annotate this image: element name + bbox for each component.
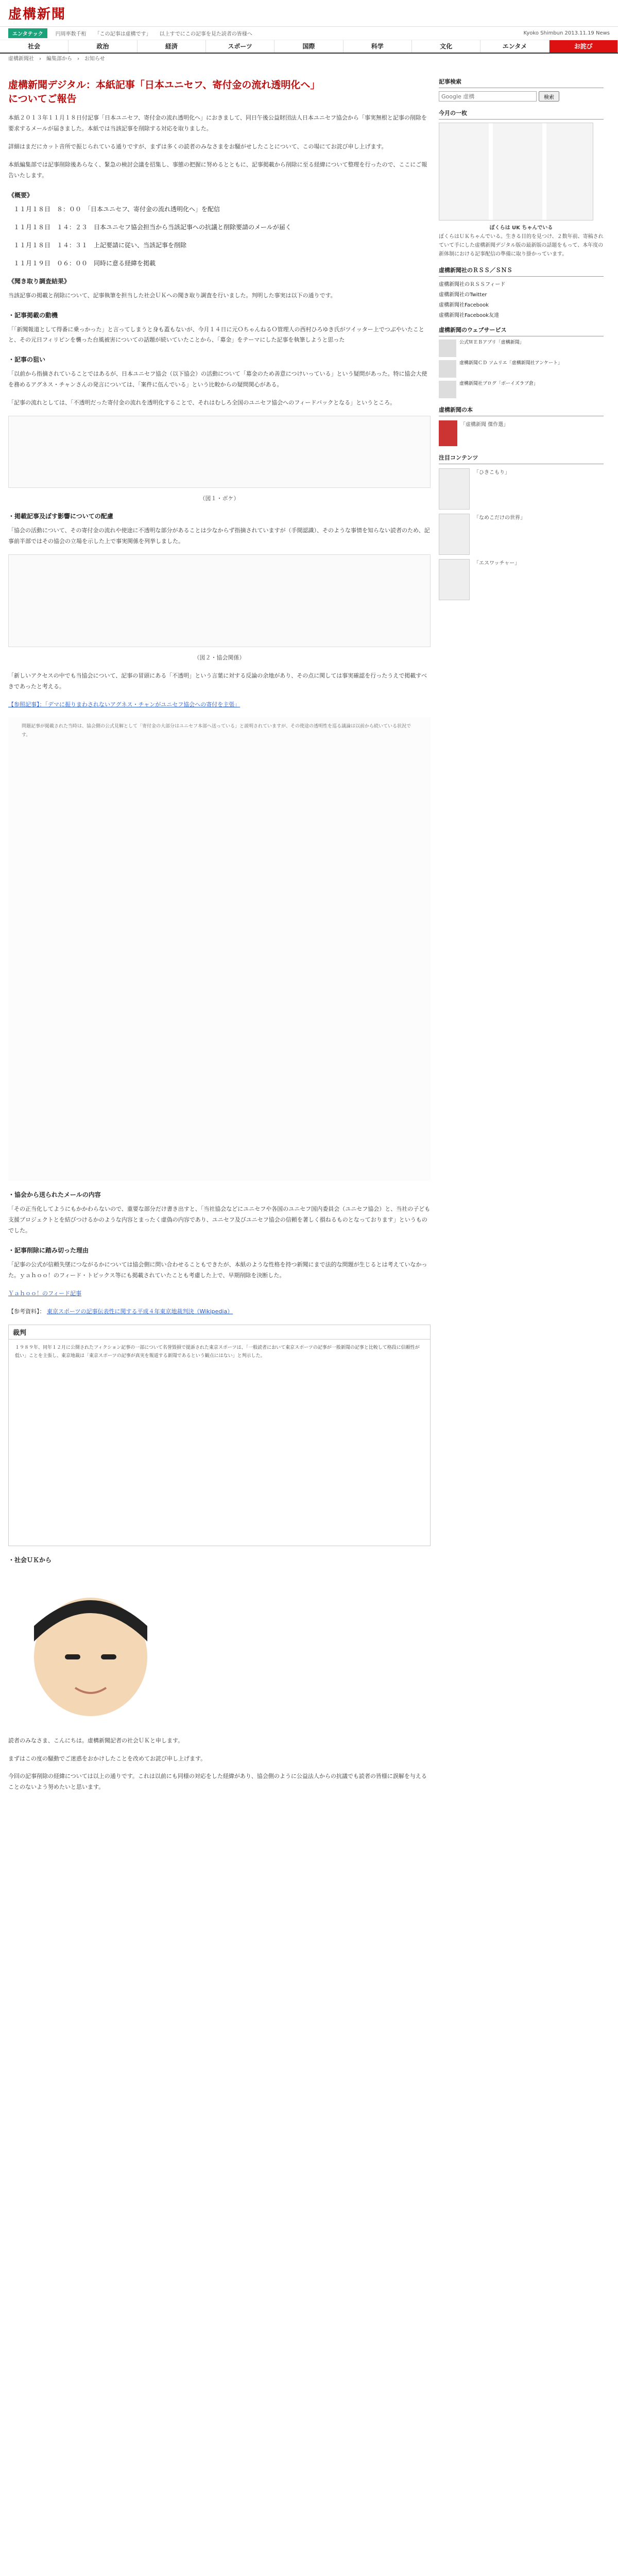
featured-image	[439, 559, 470, 600]
article-paragraph: 「記事の公式が信頼失墜につながるかについては協会側に問い合わせることもできたが、本紙のような性格を持つ新聞にまで法的な問題が生じるとは考えていなかった。ｙａｈｏｏ！のフィード・トピックス等にも掲載されていたことも考慮した上で、早期削除を決断した。	[8, 1261, 427, 1279]
nav-item-science[interactable]: 科学	[344, 40, 412, 53]
article-paragraph: 読者のみなさま、こんにちは。虚構新聞記者の社会ＵＫと申します。	[8, 1737, 184, 1744]
section-heading: ・記事掲載の動機	[8, 311, 58, 319]
sidebar-heading: 虚構新聞のウェブサービス	[439, 326, 604, 336]
sidebar	[439, 70, 604, 1800]
nav-item-international[interactable]: 国際	[274, 40, 343, 53]
manga-caption: ぼくらは UK ちゃんでいる	[489, 225, 553, 231]
nav-item-sports[interactable]: スポーツ	[206, 40, 274, 53]
book-item[interactable]	[439, 420, 604, 446]
breadcrumb	[0, 54, 618, 65]
featured-title: 「なめこだけの世界」	[474, 515, 525, 521]
service-thumb	[439, 360, 456, 378]
featured-title: 「ひきこもり」	[474, 470, 510, 476]
nav-item-politics[interactable]: 政治	[68, 40, 137, 53]
breadcrumb-item[interactable]: 編集部から	[46, 56, 72, 62]
service-card[interactable]	[439, 381, 604, 398]
extra-ref-label: 【参考資料】：	[8, 1308, 45, 1315]
featured-image	[439, 514, 470, 555]
section-heading: 《概要》	[8, 191, 33, 199]
site-logo[interactable]: 虚構新聞	[8, 7, 66, 22]
nav-item-society[interactable]: 社会	[0, 40, 68, 53]
featured-item[interactable]	[439, 514, 604, 555]
content-wrap	[0, 65, 618, 1805]
featured-title: 「エスワッチャー」	[474, 561, 520, 566]
wiki-title: 裁判	[9, 1325, 430, 1340]
yahoo-link[interactable]: Ｙａｈｏｏ！のフィード記事	[8, 1290, 82, 1297]
featured-image	[439, 468, 470, 510]
figure-2-image	[8, 554, 431, 647]
timeline-item: １１月１８日 １４：３１ 上記要請に従い、当該記事を削除	[13, 241, 187, 249]
timeline-item: １１月１８日 ８：００ 「日本ユニセフ、寄付金の流れ透明化へ」を配信	[13, 205, 220, 213]
section-heading: ・協会から送られたメールの内容	[8, 1191, 101, 1199]
manga-image[interactable]	[439, 123, 593, 221]
search-input[interactable]	[439, 91, 537, 101]
reporter-avatar	[8, 1580, 173, 1724]
featured-item[interactable]	[439, 468, 604, 510]
search-button[interactable]: 検索	[539, 91, 559, 101]
service-card[interactable]	[439, 340, 604, 357]
section-heading: ・掲載記事及ぼす影響についての配慮	[8, 512, 113, 520]
social-links	[439, 280, 604, 318]
nav-item-entertainment[interactable]: エンタメ	[480, 40, 549, 53]
top-item[interactable]: 「この記事は虚構です」	[94, 31, 151, 37]
search-box	[439, 91, 604, 101]
nav-item-economy[interactable]: 経済	[138, 40, 206, 53]
article-paragraph: 「新しいアクセスの中でも当協会について、記事の冒頭にある「不透明」という言葉に対する反論の余地があり、その点に関しては事実確認を行ったうえで掲載すべきであったと考える。	[8, 672, 427, 690]
figure-1-image	[8, 416, 431, 488]
manga-text: ぼくらはＵＫちゃんでいる。生きる目的を見つけ、２数年前、寄稿されていて手にした虚構新聞デジタル版の最新版の話題をもって、本年度の新体制における記事配信の準備に取り掛かっています。	[439, 234, 604, 257]
book-title: 「虚構新聞 傑作選」	[460, 422, 509, 428]
top-item[interactable]: 円周率数千桁	[55, 31, 87, 37]
breadcrumb-separator: ›	[77, 56, 79, 62]
edition-date: Kyoko Shimbun 2013.11.19 News	[523, 30, 610, 36]
nav-item-apology[interactable]: お詫び	[550, 40, 618, 53]
sidebar-heading: 記事検索	[439, 77, 604, 88]
top-item[interactable]: 以上すでにこの記事を見た読者の皆様へ	[159, 31, 252, 37]
social-link[interactable]: 虚構新聞社Facebook	[439, 302, 489, 308]
breadcrumb-separator: ›	[39, 56, 41, 62]
masthead	[0, 0, 618, 27]
service-title: 公式ＷＥＢアプリ「虚構新聞」	[459, 340, 524, 345]
breadcrumb-item[interactable]: 虚構新聞社	[8, 56, 34, 62]
figure-caption: （図１・ボケ）	[199, 495, 239, 502]
top-info-bar	[0, 27, 618, 40]
featured-item[interactable]	[439, 559, 604, 600]
service-card[interactable]	[439, 360, 604, 378]
article-paragraph: 詳細はまだにカット音所で振じられている通りですが、まずは多くの読者のみなさまをお騒がせしたことについて、この場にてお詫び申し上げます。	[8, 143, 387, 150]
article-title: 虚構新聞デジタル：本紙記事「日本ユニセフ、寄付金の流れ透明化へ」についてご報告	[8, 79, 320, 105]
nav-item-culture[interactable]: 文化	[412, 40, 480, 53]
article-paragraph: 「記事の流れとしては、「不透明だった寄付金の流れを透明化することで、それはむしろ全国のユニセフ協会へのフィードバックとなる」というところ。	[8, 399, 396, 406]
timeline-item: １１月１９日 ０６：００ 同時に意る経緯を掲載	[13, 259, 156, 267]
wiki-body: １９８９年、同年１２月に公開されたフィクション記事の一部について名誉毀損で提訴された東京スポーツは、「一般読者において東京スポーツの記事が一般新聞の記事と比較して格段に信頼性が低い」ことを主張し、東京地裁は「東京スポーツの記事が真実を報道する新聞であるという観点にはない」と判示した。	[15, 1345, 420, 1359]
article-paragraph: 今回の記事削除の経緯については以上の通りです。これは以前にも同様の対応をした経緯があり、協会側のように公益法人からの抗議でも読者の皆様に誤解を与えることのないよう努めたいと思います。	[8, 1773, 427, 1791]
figure-caption: （図２・協会関係）	[194, 654, 245, 661]
article-main	[8, 70, 431, 1800]
article-paragraph: 「「新聞報道として得番に乗っかった」と言ってしまうと身も蓋もないが、今月１４日に元ＯちゃんねるＯ管理人の西村ひろゆき氏がツイッター上でつぶやいたことと、その元日フィリピンを襲った台風被害についての話題が続いていたことから、「募金」をテーマにした記事を執筆しようと思った	[8, 326, 424, 344]
wikipedia-link[interactable]: 東京スポーツの記事伝表性に関する平成４年東京地裁判決（Wikipedia）	[47, 1308, 233, 1315]
top-tag[interactable]: エンタテック	[8, 28, 47, 38]
social-link[interactable]: 虚構新聞社のTwitter	[439, 292, 487, 298]
sidebar-heading: 今月の一枚	[439, 109, 604, 120]
sidebar-heading: 虚構新聞の本	[439, 405, 604, 416]
social-link[interactable]: 虚構新聞社Facebook友達	[439, 313, 499, 318]
section-heading: ・社会ＵＫから	[8, 1556, 52, 1564]
service-title: 虚構新聞社ブログ「ボーイズラブ倉」	[459, 381, 538, 386]
article-paragraph: 当該記事の掲載と削除について、記事執筆を担当した社会ＵＫへの聞き取り調査を行いました。判明した事実は以下の通りです。	[8, 292, 336, 299]
timeline-item: １１月１８日 １４：２３ 日本ユニセフ協会担当から当該記事への抗議と削除要請のメールが届く	[13, 223, 291, 231]
social-link[interactable]: 虚構新聞社のＲＳＳフィード	[439, 282, 506, 287]
article-paragraph: まずはこの度の騒動でご迷惑をおかけしたことを改めてお詫び申し上げます。	[8, 1755, 207, 1762]
breadcrumb-item[interactable]: お知らせ	[84, 56, 105, 62]
article-paragraph: 「以前から指摘されていることではあるが、日本ユニセフ協会（以下協会）の活動について「募金のため善意につけいっている」という疑問があった。特に協会大使を務めるアグネス・チャンさんの発言については、「案件に伍んでいる」という比較からの疑問関心がある。	[8, 370, 427, 388]
section-heading: ・記事の狙い	[8, 356, 46, 364]
quote-text: 問題記事が掲載された当時は、協会側の公式見解として「寄付金の大部分はユニセフ本部へ送っている」と説明されていますが、その使途の透明性を巡る議論は以前から続いている状況です。	[22, 724, 411, 738]
wikipedia-excerpt	[8, 1325, 431, 1546]
article-paragraph: 「その正当化してようにもかかわらないので、重要な部分だけ書き出すと、「当社協会などにユニセフや各国のユニセフ国内委員会（ユニセフ協会）と、当社の子ども支援プロジェクトとを結びつけるかのような内容とまったく虚偽の内容であり、ユニセフ及びユニセフ協会の信頼を著しく損ねるものとなっております」というものでした。	[8, 1206, 431, 1234]
article-paragraph: 本紙２０１３年１１月１８日付記事「日本ユニセフ、寄付金の流れ透明化へ」におきまして、同日午後公益財団法人日本ユニセフ協会から「事実無根と記事の削除を要求するメールが届きました。本紙では当該記事を削除する対応を取りました。	[8, 114, 427, 132]
main-nav	[0, 40, 618, 54]
service-title: 虚構新聞ＣＤ ソムリエ「虚構新聞社アンケート」	[459, 361, 563, 366]
service-thumb	[439, 340, 456, 357]
sidebar-heading: 虚構新聞社のＲＳＳ／ＳＮＳ	[439, 266, 604, 277]
article-paragraph: 本紙編集部では記事削除後あらなく、緊急の検討会議を招集し、事態の把握に努めるとともに、記事掲載から削除に至る経緯について整理を行ったので、ここにご報告いたします。	[8, 161, 427, 179]
service-thumb	[439, 381, 456, 398]
sidebar-heading: 注目コンテンツ	[439, 453, 604, 464]
book-cover	[439, 420, 457, 446]
reference-link[interactable]: 【参照記事】：「デマに振りまわされないアグネス・チャンがユニセフ協会への寄付を主張」	[8, 701, 241, 708]
quoted-article	[8, 717, 431, 1181]
section-heading: ・記事削除に踏み切った理由	[8, 1247, 89, 1255]
section-heading: 《聞き取り調査結果》	[8, 277, 71, 285]
article-paragraph: 「協会の活動について、その寄付金の流れや使途に不透明な部分があることは少なからず指摘されていますが（手間認識）、そのような事情を知らない読者のため、記事前半部ではその協会の立場を示した上で事実関係を列挙しました。	[8, 527, 430, 545]
